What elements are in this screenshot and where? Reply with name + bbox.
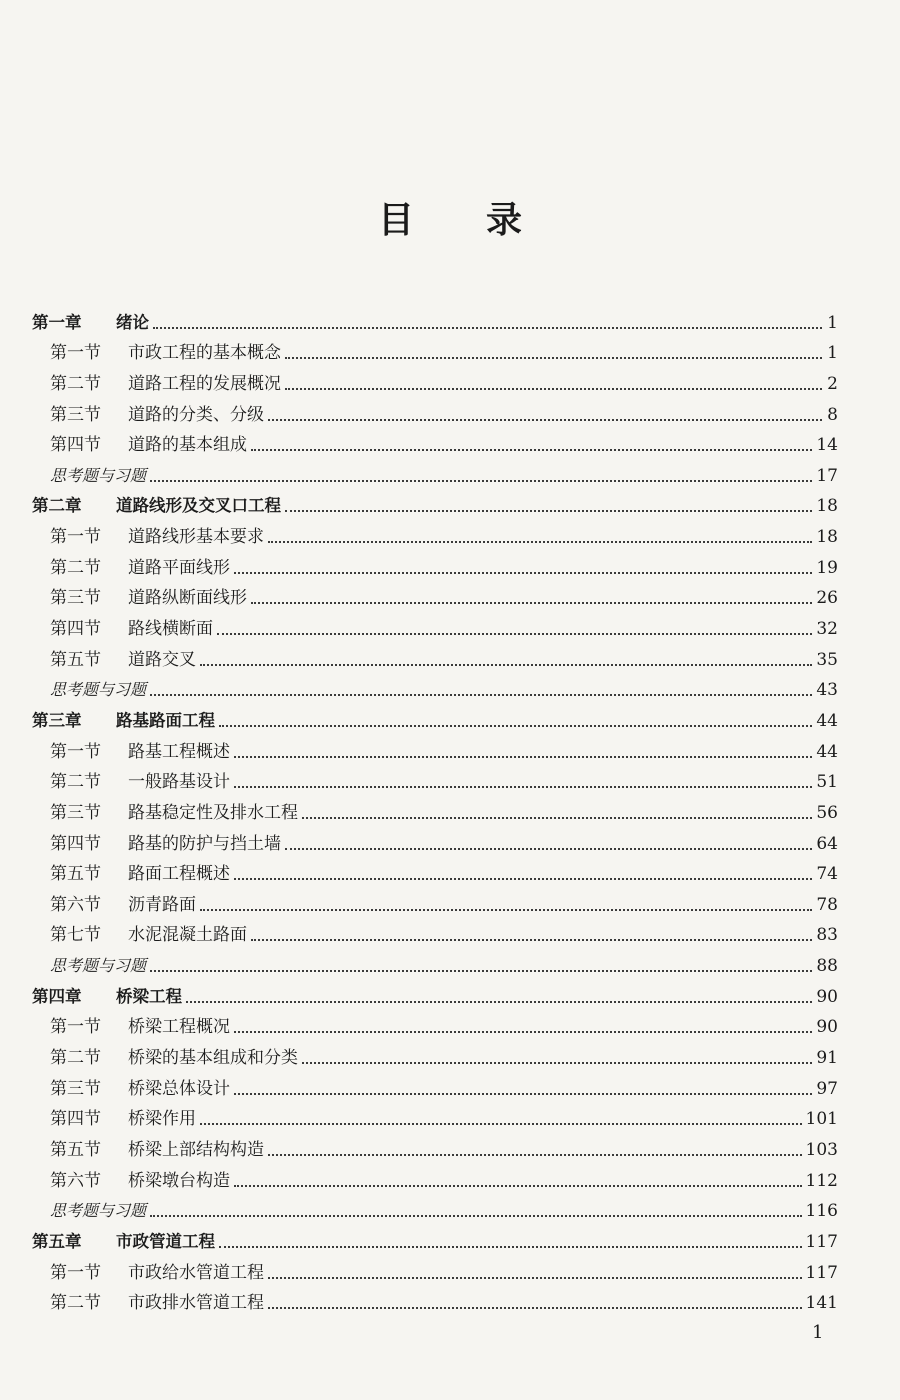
dot-leader [234,1023,812,1033]
toc-page-number: 19 [816,557,838,578]
dot-leader [234,1085,812,1095]
toc-entry-title: 市政管道工程 [116,1231,215,1251]
toc-entry-title: 桥梁的基本组成和分类 [128,1048,298,1069]
toc-section-row[interactable] [32,1161,838,1192]
toc-exercise-row[interactable] [32,456,838,487]
dot-leader [268,1146,802,1156]
toc-exercise-row[interactable] [32,946,838,977]
dot-leader [234,1177,802,1187]
toc-entry-number: 第六节 [50,894,101,915]
toc-entry-number: 第三节 [50,802,101,823]
toc-entry-title: 思考题与习题 [50,956,147,976]
toc-entry-title: 路基工程概述 [128,741,230,762]
dot-leader [285,380,822,390]
toc-section-row[interactable] [32,334,838,365]
toc-chapter-row[interactable] [32,487,838,518]
toc-page-number: 78 [816,894,838,915]
dot-leader [200,1115,802,1125]
dot-leader [153,319,822,329]
toc-section-row[interactable] [32,885,838,916]
toc-entry-number: 第一节 [50,343,101,364]
toc-page-number: 103 [805,1139,838,1160]
toc-page-number: 32 [816,619,838,640]
toc-entry-title: 绪论 [116,312,149,332]
dot-leader [268,1299,802,1309]
toc-entry-title: 水泥混凝土路面 [128,925,247,946]
toc-entry-number: 第四节 [50,619,101,640]
toc-entry-number: 第五节 [50,649,101,670]
toc-entry-title: 桥梁上部结构构造 [128,1139,264,1160]
toc-entry-title: 道路的基本组成 [128,435,247,456]
toc-entry-number: 第三章 [32,710,82,730]
toc-chapter-row[interactable] [32,977,838,1008]
toc-page-number: 1 [827,312,838,333]
toc-page-number: 117 [805,1262,838,1283]
toc-page-number: 44 [816,741,838,762]
page-title [0,196,900,246]
toc-entry-number: 第一节 [50,1017,101,1038]
toc-page-number: 43 [816,680,838,701]
toc-page-number: 18 [816,527,838,548]
toc-entry-number: 第二节 [50,1293,101,1314]
toc-entry-title: 桥梁工程 [116,986,182,1006]
toc-page-number: 2 [827,373,838,394]
toc-page-number: 90 [816,986,838,1007]
toc-entry-number: 第二节 [50,373,101,394]
toc-section-row[interactable] [32,579,838,610]
toc-page-number: 101 [805,1109,838,1130]
toc-entry-title: 路基稳定性及排水工程 [128,802,298,823]
toc-section-row[interactable] [32,1038,838,1069]
toc-section-row[interactable] [32,364,838,395]
toc-exercise-row[interactable] [32,671,838,702]
toc-section-row[interactable] [32,916,838,947]
dot-leader [285,502,812,512]
toc-entry-number: 第六节 [50,1170,101,1191]
dot-leader [219,717,812,727]
dot-leader [186,993,812,1003]
toc-entry-title: 路基路面工程 [116,710,215,730]
toc-entry-number: 第五节 [50,864,101,885]
toc-entry-number: 第四节 [50,435,101,456]
toc-entry-title: 桥梁墩台构造 [128,1170,230,1191]
toc-page-number: 88 [816,956,838,977]
toc-entry-title: 道路交叉 [128,649,196,670]
toc-section-row[interactable] [32,548,838,579]
toc-entry-title: 思考题与习题 [50,680,147,700]
toc-page-number: 8 [827,404,838,425]
toc-entry-number: 第四节 [50,1109,101,1130]
toc-page-number: 83 [816,925,838,946]
toc-section-row[interactable] [32,517,838,548]
toc-page-number: 1 [827,343,838,364]
toc-entry-number: 第五章 [32,1231,82,1251]
dot-leader [302,809,812,819]
dot-leader [268,533,812,543]
toc-exercise-row[interactable] [32,1192,838,1223]
toc-entry-title: 沥青路面 [128,894,196,915]
toc-page-number: 141 [805,1293,838,1314]
toc-entry-title: 路线横断面 [128,619,213,640]
toc-entry-title: 道路线形及交叉口工程 [116,496,281,516]
dot-leader [302,1054,812,1064]
dot-leader [219,1238,802,1248]
toc-entry-title: 市政工程的基本概念 [128,343,281,364]
toc-page-number: 14 [816,435,838,456]
toc-entry-title: 道路的分类、分级 [128,404,264,425]
toc-entry-number: 第二节 [50,1048,101,1069]
toc-entry-title: 路基的防护与挡土墙 [128,833,281,854]
dot-leader [251,931,812,941]
toc-entry-number: 第四节 [50,833,101,854]
dot-leader [251,441,812,451]
page-number: 1 [812,1322,824,1343]
dot-leader [234,564,812,574]
toc-entry-number: 第二节 [50,772,101,793]
toc-page-number: 17 [816,465,838,486]
dot-leader [268,411,822,421]
toc-chapter-row[interactable] [32,303,838,334]
dot-leader [217,625,812,635]
toc-entry-title: 道路平面线形 [128,557,230,578]
toc-entry-number: 第七节 [50,925,101,946]
dot-leader [285,840,812,850]
toc-entry-title: 桥梁作用 [128,1109,196,1130]
title-char-1: 目 [377,200,414,241]
toc-entry-title: 思考题与习题 [50,465,147,485]
toc-entry-title: 路面工程概述 [128,864,230,885]
toc-page-number: 116 [805,1201,838,1222]
toc-entry-number: 第四章 [32,986,82,1006]
toc-entry-title: 道路工程的发展概况 [128,373,281,394]
toc-section-row[interactable] [32,855,838,886]
toc-entry-number: 第二章 [32,496,82,516]
toc-section-row[interactable] [32,1253,838,1284]
toc-entry-number: 第三节 [50,1078,101,1099]
toc-entry-title: 市政排水管道工程 [128,1293,264,1314]
dot-leader [150,472,812,482]
toc-page-number: 35 [816,649,838,670]
toc-entry-number: 第五节 [50,1139,101,1160]
toc-entry-number: 第一节 [50,1262,101,1283]
toc-section-row[interactable] [32,426,838,457]
dot-leader [200,901,812,911]
dot-leader [234,748,812,758]
toc-section-row[interactable] [32,1130,838,1161]
toc-page-number: 56 [816,802,838,823]
toc-page-number: 90 [816,1017,838,1038]
toc-page-number: 112 [805,1170,838,1191]
dot-leader [150,1207,802,1217]
toc-section-row[interactable] [32,1069,838,1100]
title-char-2: 录 [486,200,523,241]
toc-page-number: 74 [816,864,838,885]
toc-section-row[interactable] [32,395,838,426]
toc-page-number: 91 [816,1048,838,1069]
toc-page-number: 44 [816,710,838,731]
dot-leader [251,594,812,604]
toc-page-number: 97 [816,1078,838,1099]
dot-leader [268,1269,802,1279]
dot-leader [234,778,812,788]
toc-entry-title: 道路线形基本要求 [128,527,264,548]
toc-page-number: 117 [805,1231,838,1252]
toc-entry-number: 第一节 [50,741,101,762]
toc-entry-title: 思考题与习题 [50,1201,147,1221]
toc-entry-number: 第一章 [32,312,82,332]
toc-page-number: 64 [816,833,838,854]
toc-entry-title: 一般路基设计 [128,772,230,793]
toc-section-row[interactable] [32,763,838,794]
toc-entry-number: 第三节 [50,588,101,609]
toc-entry-title: 桥梁总体设计 [128,1078,230,1099]
toc-chapter-row[interactable] [32,1222,838,1253]
dot-leader [234,870,812,880]
toc-entry-title: 市政给水管道工程 [128,1262,264,1283]
toc-entry-title: 桥梁工程概况 [128,1017,230,1038]
table-of-contents [32,303,838,1314]
toc-section-row[interactable] [32,824,838,855]
toc-section-row[interactable] [32,1284,838,1315]
toc-entry-number: 第三节 [50,404,101,425]
toc-entry-title: 道路纵断面线形 [128,588,247,609]
toc-entry-number: 第一节 [50,527,101,548]
toc-section-row[interactable] [32,1100,838,1131]
toc-entry-number: 第二节 [50,557,101,578]
toc-section-row[interactable] [32,640,838,671]
toc-chapter-row[interactable] [32,701,838,732]
toc-section-row[interactable] [32,1008,838,1039]
dot-leader [150,962,812,972]
toc-section-row[interactable] [32,609,838,640]
toc-page-number: 51 [816,772,838,793]
toc-page-number: 18 [816,496,838,517]
toc-section-row[interactable] [32,732,838,763]
dot-leader [150,686,812,696]
dot-leader [285,349,822,359]
dot-leader [200,656,812,666]
toc-section-row[interactable] [32,793,838,824]
toc-page-number: 26 [816,588,838,609]
